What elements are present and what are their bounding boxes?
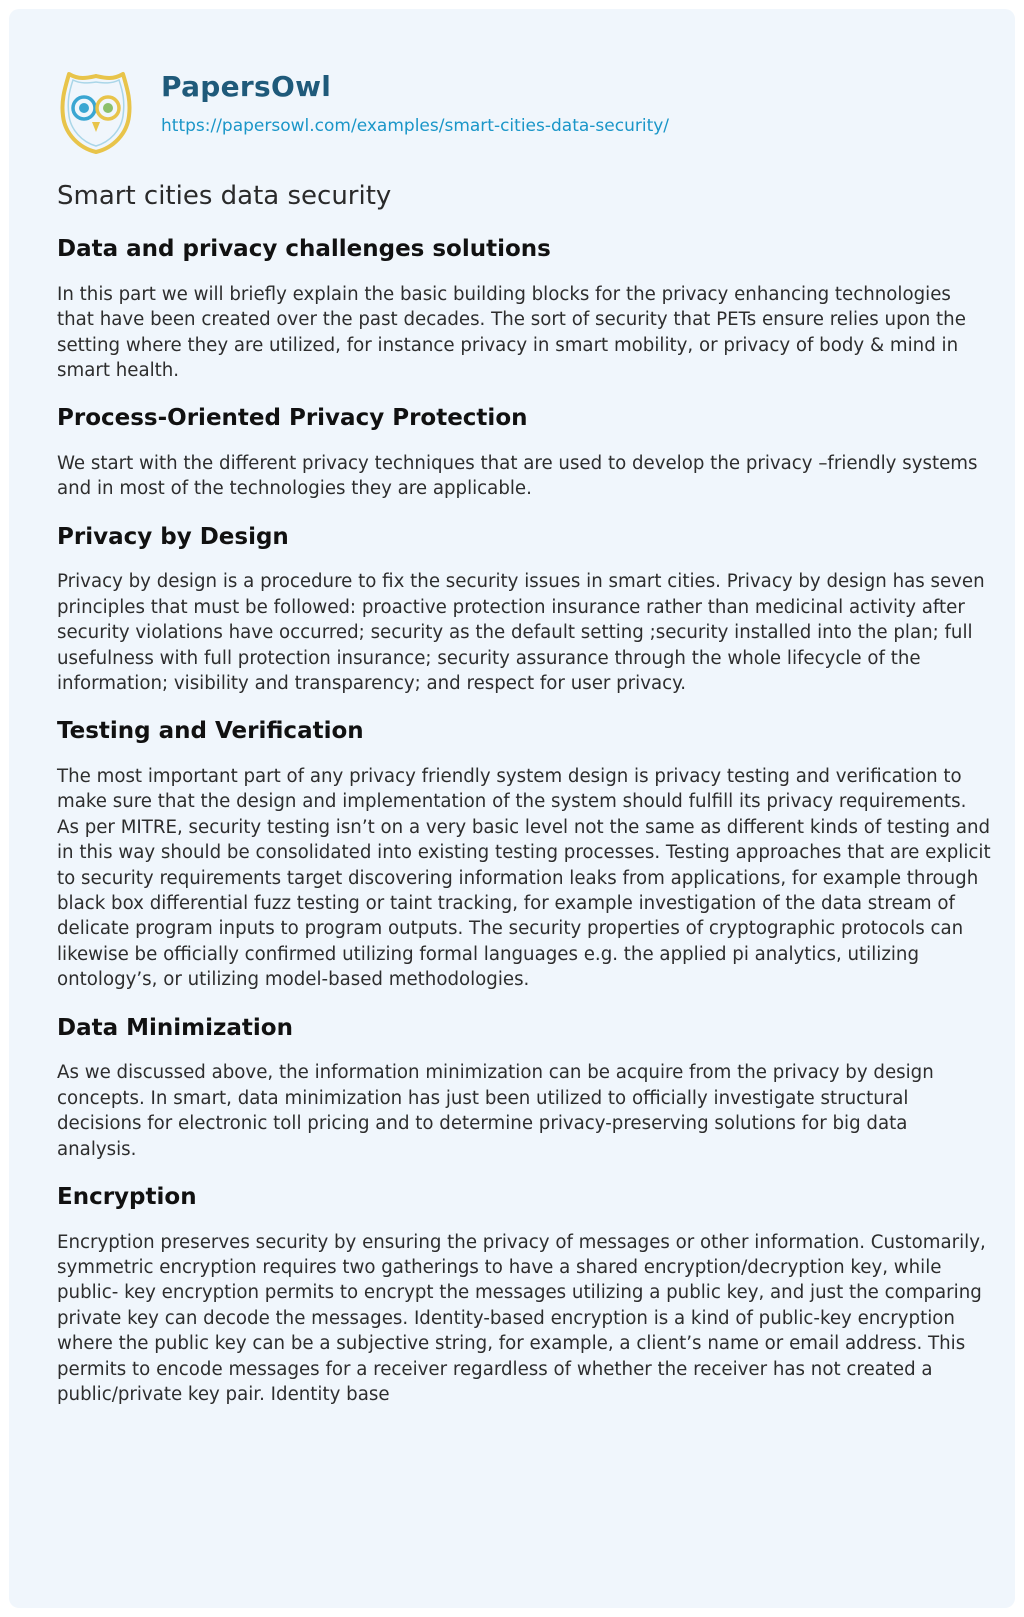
section-body: In this part we will briefly explain the basic building blocks for the privacy enhancing technologies that have been created over the past decades. The sort of security that PETs ensure relies upon the setting where they are utilized, for instance privacy in smart mobility, or privacy of body & mind in smart health. [57, 283, 966, 381]
section-body: We start with the different privacy techniques that are used to develop the privacy –friendly systems and in most of the technologies they are applicable. [57, 453, 978, 500]
brand-name[interactable]: PapersOwl [161, 70, 332, 103]
document-page [9, 9, 1015, 1608]
section [57, 1184, 992, 1407]
section-body: Encryption preserves security by ensuring the privacy of messages or other information. Customarily, symmetric encryption requires two gatherings to have a shared encryption/decryption key, while public- key encryption permits to encrypt the messages utilizing a public key, and just the comparing private key can decode the messages. Identity-based encryption is a kind of public-key encryption where the public key can be a subjective string, for example, a client’s name or email address. This permits to encode messages for a receiver regardless of whether the receiver has not created a public/private key pair. Identity base [57, 1231, 986, 1405]
section-heading: Testing and Verification [57, 718, 364, 745]
section [57, 1015, 992, 1162]
section-heading: Data and privacy challenges solutions [57, 236, 551, 263]
section-heading: Process-Oriented Privacy Protection [57, 405, 528, 432]
section-body: As we discussed above, the information minimization can be acquire from the privacy by design concepts. In smart, data minimization has just been utilized to officially investigate structural decisions for electronic toll pricing and to determine privacy-preserving solutions for big data analysis. [57, 1062, 934, 1160]
page-title: Smart cities data security [57, 181, 392, 211]
section-heading: Privacy by Design [57, 523, 289, 550]
section [57, 405, 992, 501]
section-body: Privacy by design is a procedure to fix the security issues in smart cities. Privacy by design has seven principles that must be followed: proactive protection insurance rather than medicinal activity after security violations have occurred; security as the default setting ;security installed into the plan; full usefulness with full protection insurance; security assurance through the whole lifecycle of the information; visibility and transparency; and respect for user privacy. [57, 571, 985, 695]
section [57, 524, 992, 697]
owl-logo-icon[interactable] [57, 66, 135, 156]
section [57, 718, 992, 992]
source-url-link[interactable]: https://papersowl.com/examples/smart-cities-data-security/ [161, 116, 670, 136]
section-body: The most important part of any privacy friendly system design is privacy testing and verification to make sure that the design and implementation of the system should fulfill its privacy requirements. As per MITRE, security testing isn’t on a very basic level not the same as different kinds of testing and in this way should be consolidated into existing testing processes. Testing approaches that are explicit to security requirements target discovering information leaks from applications, for example through black box differential fuzz testing or taint tracking, for example investigation of the data stream of delicate program inputs to program outputs. The security properties of cryptographic protocols can likewise be officially confirmed utilizing formal languages e.g. the applied pi analytics, utilizing ontology’s, or utilizing model-based methodologies. [57, 766, 991, 991]
document-content [57, 181, 992, 1429]
section-heading: Data Minimization [57, 1014, 293, 1041]
section-heading: Encryption [57, 1183, 197, 1210]
section [57, 236, 992, 383]
